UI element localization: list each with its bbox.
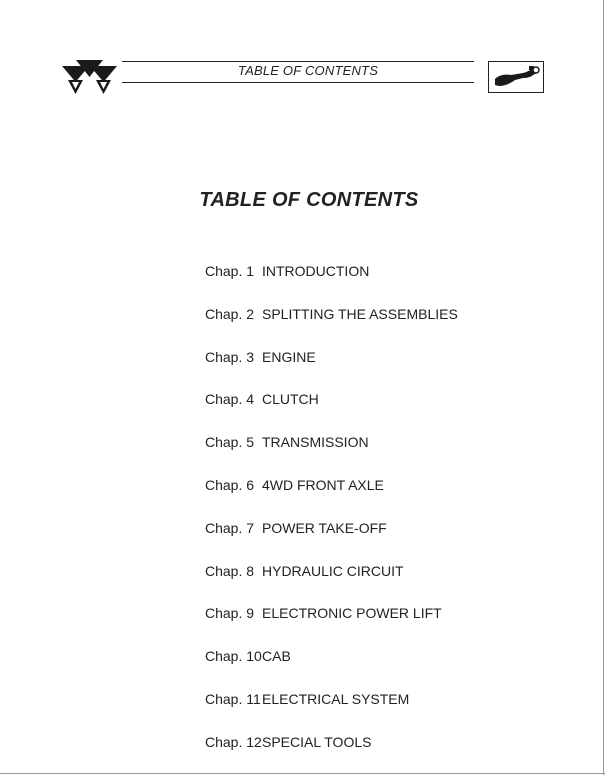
toc-chapter-number: Chap. 9 bbox=[205, 605, 255, 622]
toc-chapter-title: 4WD FRONT AXLE bbox=[262, 476, 384, 493]
toc-chapter-number: Chap. 10 bbox=[205, 648, 262, 665]
toc-chapter-number: Chap. 11 bbox=[205, 690, 261, 707]
triple-triangle-logo-icon bbox=[62, 58, 117, 96]
toc-chapter-number: Chap. 6 bbox=[205, 476, 255, 493]
toc-chapter-number: Chap. 3 bbox=[205, 348, 255, 365]
toc-chapter-number: Chap. 7 bbox=[205, 519, 255, 536]
toc-chapter-number: Chap. 12 bbox=[205, 733, 262, 750]
toc-chapter-number: Chap. 2 bbox=[205, 305, 255, 322]
toc-chapter-number: Chap. 1 bbox=[205, 263, 255, 279]
toc-chapter-title: INTRODUCTION bbox=[262, 263, 370, 279]
toc-chapter-title: SPLITTING THE ASSEMBLIES bbox=[262, 305, 458, 322]
toc-chapter-title: TRANSMISSION bbox=[262, 434, 369, 451]
toc-chapter-title: ENGINE bbox=[262, 348, 316, 365]
hand-wrench-icon bbox=[493, 65, 541, 90]
toc-chapter-title: ELECTRONIC POWER LIFT bbox=[262, 605, 442, 622]
page-title: TABLE OF CONTENTS bbox=[199, 189, 419, 211]
toc-chapter-number: Chap. 8 bbox=[205, 562, 255, 579]
page-border-bottom bbox=[0, 773, 605, 774]
header-rule-bottom bbox=[122, 82, 474, 83]
toc-chapter-title: CLUTCH bbox=[262, 391, 319, 408]
section-icon-box bbox=[488, 61, 544, 93]
toc-chapter-title: ELECTRICAL SYSTEM bbox=[262, 690, 410, 707]
header-title: TABLE OF CONTENTS bbox=[237, 63, 379, 78]
toc-chapter-number: Chap. 4 bbox=[205, 391, 255, 408]
toc-chapter-number: Chap. 5 bbox=[205, 434, 255, 451]
toc-chapter-title: POWER TAKE-OFF bbox=[262, 519, 387, 536]
toc-chapter-title: SPECIAL TOOLS bbox=[262, 733, 372, 750]
toc-chapter-title: HYDRAULIC CIRCUIT bbox=[262, 562, 404, 579]
page-border-right bbox=[603, 0, 604, 775]
toc-chapter-title: CAB bbox=[262, 648, 291, 665]
header-rule-top bbox=[122, 61, 474, 62]
